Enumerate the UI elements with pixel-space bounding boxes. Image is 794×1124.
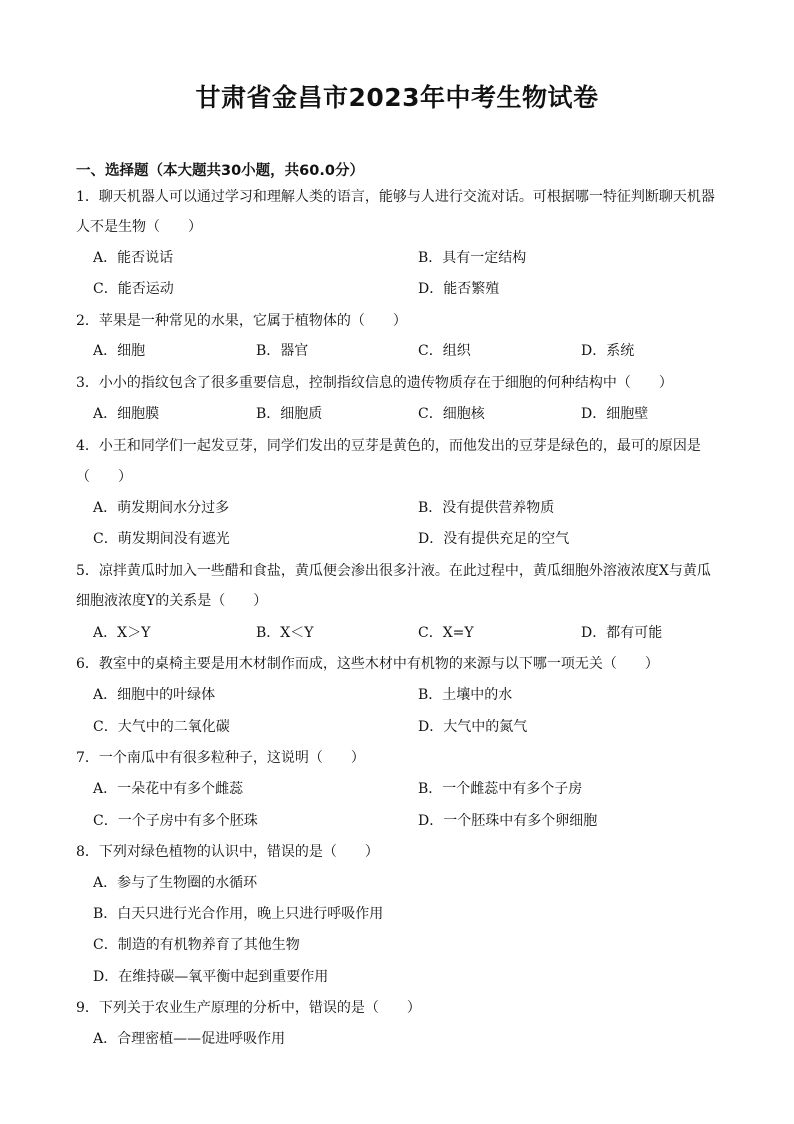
- question-2-option-b: B．器官: [256, 343, 309, 359]
- question-8-option-b: B．白天只进行光合作用，晚上只进行呼吸作用: [93, 906, 384, 922]
- question-5-option-a: A．X＞Y: [93, 625, 151, 641]
- question-3-text: 3．小小的指纹包含了很多重要信息，控制指纹信息的遗传物质存在于细胞的何种结构中（ ）: [76, 375, 673, 391]
- question-8-option-c: C．制造的有机物养育了其他生物: [93, 937, 300, 953]
- question-3-option-d: D．细胞壁: [581, 406, 649, 422]
- question-2-option-a: A．细胞: [93, 343, 146, 359]
- question-1-option-b: B．具有一定结构: [418, 250, 527, 266]
- question-6-option-c: C．大气中的二氧化碳: [93, 719, 230, 735]
- question-3-option-b: B．细胞质: [256, 406, 323, 422]
- question-2-option-c: C．组织: [418, 343, 471, 359]
- question-5-text-line-1: 5．凉拌黄瓜时加入一些醋和食盐，黄瓜便会渗出很多汁液。在此过程中，黄瓜细胞外溶液浓度X与黄瓜: [76, 563, 711, 579]
- question-6-option-a: A．细胞中的叶绿体: [93, 687, 216, 703]
- question-7-option-a: A．一朵花中有多个雌蕊: [93, 781, 244, 797]
- question-2-option-d: D．系统: [581, 343, 635, 359]
- question-3-option-a: A．细胞膜: [93, 406, 160, 422]
- question-6-text: 6．教室中的桌椅主要是用木材制作而成，这些木材中有机物的来源与以下哪一项无关（ ）: [76, 656, 659, 672]
- question-1-option-c: C．能否运动: [93, 281, 174, 297]
- question-8-option-a: A．参与了生物圈的水循环: [93, 875, 258, 891]
- question-9-option-a: A．合理密植——促进呼吸作用: [93, 1031, 286, 1047]
- question-7-text: 7．一个南瓜中有很多粒种子，这说明（ ）: [76, 750, 365, 766]
- question-4-option-b: B．没有提供营养物质: [418, 500, 555, 516]
- question-1-option-d: D．能否繁殖: [418, 281, 500, 297]
- question-4-option-a: A．萌发期间水分过多: [93, 500, 230, 516]
- question-8-option-d: D．在维持碳—氧平衡中起到重要作用: [93, 969, 329, 985]
- question-3-option-c: C．细胞核: [418, 406, 485, 422]
- section-heading: 一、选择题（本大题共30小题，共60.0分）: [76, 163, 364, 179]
- question-2-text: 2．苹果是一种常见的水果，它属于植物体的（ ）: [76, 313, 407, 329]
- question-5-option-c: C．X=Y: [418, 625, 474, 641]
- question-1-option-a: A．能否说话: [93, 250, 174, 266]
- question-6-option-b: B．土壤中的水: [418, 687, 513, 703]
- question-8-text: 8．下列对绿色植物的认识中，错误的是（ ）: [76, 844, 379, 860]
- question-7-option-d: D．一个胚珠中有多个卵细胞: [418, 813, 598, 829]
- page-title: 甘肃省金昌市2023年中考生物试卷: [195, 83, 599, 112]
- question-5-option-d: D．都有可能: [581, 625, 663, 641]
- question-4-text-line-2: （ ）: [76, 469, 132, 485]
- question-1-text-line-2: 人不是生物（ ）: [76, 219, 202, 235]
- question-4-option-d: D．没有提供充足的空气: [418, 531, 570, 547]
- question-4-option-c: C．萌发期间没有遮光: [93, 531, 230, 547]
- question-7-option-b: B．一个雌蕊中有多个子房: [418, 781, 583, 797]
- question-9-text: 9．下列关于农业生产原理的分析中，错误的是（ ）: [76, 1000, 421, 1016]
- question-6-option-d: D．大气中的氮气: [418, 719, 528, 735]
- question-4-text-line-1: 4．小王和同学们一起发豆芽，同学们发出的豆芽是黄色的，而他发出的豆芽是绿色的，最可的原因是: [76, 438, 701, 454]
- question-5-text-line-2: 细胞液浓度Y的关系是（ ）: [76, 593, 268, 609]
- question-1-text-line-1: 1．聊天机器人可以通过学习和理解人类的语言，能够与人进行交流对话。可根据哪一特征判断聊天机器: [76, 189, 715, 205]
- question-5-option-b: B．X＜Y: [256, 625, 314, 641]
- question-7-option-c: C．一个子房中有多个胚珠: [93, 813, 258, 829]
